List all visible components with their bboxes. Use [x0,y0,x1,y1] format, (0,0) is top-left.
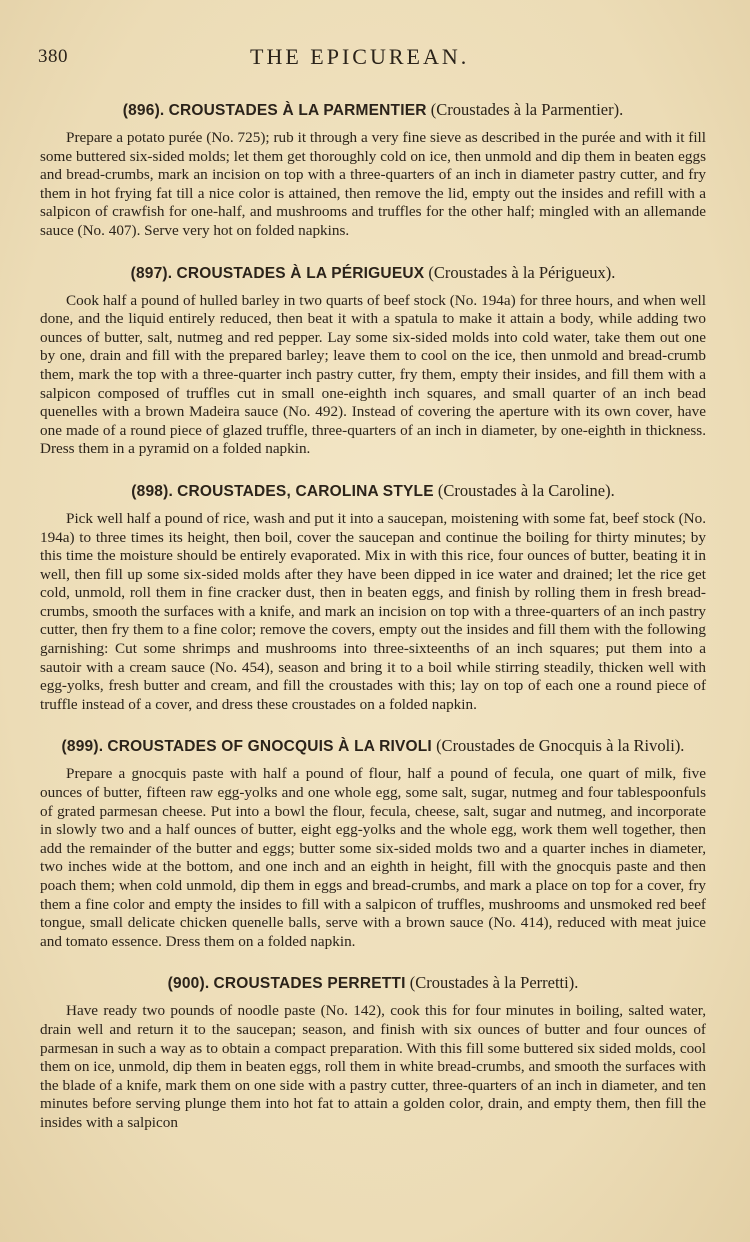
recipe-896 [40,100,706,241]
recipe-subtitle: (Croustades à la Caroline). [437,480,615,500]
recipe-name: CROUSTADES À LA PARMENTIER [168,102,427,119]
recipe-898 [40,481,706,715]
recipe-text: Have ready two pounds of noodle paste (No. 142), cook this for four minutes in boiling, salted water, drain well and return it to the saucepan; season, and finish with six ounces of butter and four ounces of parmesan in such a way as to obtain a compact preparation. With this fill some buttered six sided molds, cool them on ice, unmold, dip them in beaten eggs, roll them in white bread-crumbs, and smooth the surfaces with the blade of a knife, mark them on one side with a pastry cutter, three-quarters of an inch in diameter, and ten minutes before serving plunge them into hot fat to attain a golden color, drain, and empty them, then fill the insides with a salpicon [40,1002,706,1131]
recipe-text: Prepare a gnocquis paste with half a pound of flour, half a pound of fecula, one quart of milk, five ounces of butter, fifteen raw egg-yolks and one whole egg, some salt, sugar, nutmeg and four tablespoonfuls of grated parmesan cheese. Put into a bowl the flour, fecula, cheese, salt, sugar and nutmeg, and incorporate in slowly two and a half ounces of butter, eight egg-yolks and the whole egg, work them well together, then add the remainder of the butter and eggs; butter some six-sided molds two and a quarter inches in diameter, two inches wide at the bottom, and one inch and an eighth in height, fill with the gnocquis paste and then poach them; when cold unmold, dip them in eggs and bread-crumbs, and mark a place on top for a cover, fry them a fine color and empty the insides to fill with a salpicon of truffles, mushrooms and unsmoked red beef tongue, small delicate chicken quenelle balls, serve with a brown sauce (No. 414), reduced with meat juice and tomato essence. Dress them on a folded napkin. [40,765,706,950]
recipe-name: CROUSTADES, CAROLINA STYLE [177,482,434,500]
recipe-subtitle: (Croustades à la Perretti). [409,973,579,993]
recipe-number: (899). [61,738,104,756]
recipe-subtitle: (Croustades de Gnocquis à la Rivoli). [436,736,685,756]
recipe-heading [40,736,706,757]
recipe-text: Pick well half a pound of rice, wash and put it into a saucepan, moistening with some fat, beef stock (No. 194a) to three times its height, then boil, cover the saucepan and continue the boiling for thirty minutes; by this time the moisture should be entirely evaporated. Mix in with this rice, four ounces of butter, beating it in well, then fill up some six-sided molds after they have been dipped in ice water and drained; let the rice get cold, unmold, roll them in fine cracker dust, then in beaten eggs, and finish by rolling them in fresh bread-crumbs, smooth the surfaces with a knife, and mark an incision on top with a three-quarters of an inch pastry cutter, then fry them to a fine color; remove the covers, empty out the insides and fill them with the following garnishing: Cut some shrimps and mushrooms into three-sixteenths of an inch squares; put them into a sautoir with a cream sauce (No. 454), season and bring it to a boil while stirring steadily, thicken well with egg-yolks, fresh butter and cream, and fill the croustades with this; lay on top of each one a round piece of truffle instead of a cover, and dress these croustades on a folded napkin. [40,509,706,713]
recipe-heading [40,481,706,502]
recipe-heading [40,263,706,284]
recipe-subtitle: (Croustades à la Périgueux). [428,262,616,282]
recipe-subtitle: (Croustades à la Parmentier). [430,100,624,119]
recipe-900 [40,973,706,1132]
recipe-text: Cook half a pound of hulled barley in two quarts of beef stock (No. 194a) for three hours, and when well done, and the liquid entirely reduced, then beat it with a spatula to make it attain a body, while adding two ounces of butter, salt, nutmeg and red pepper. Lay some six-sided molds into cold water, take them out one by one, drain and fill with the prepared barley; leave them to cool on the ice, then unmold and bread-crumb them, mark the top with a three-quarter inch pastry cutter, fry them, empty their insides, and fill them with a salpicon composed of truffles cut in small one-eighth inch squares, and small quarter of an inch bead quenelles with a brown Madeira sauce (No. 492). Instead of covering the aperture with its own cover, have one made of a round piece of glazed truffle, three-quarters of an inch in diameter, by one-eighth in thickness. Dress them in a pyramid on a folded napkin. [40,291,706,458]
running-head [40,44,706,78]
recipe-text: Prepare a potato purée (No. 725); rub it through a very fine sieve as described in the purée and with it fill some buttered six-sided molds; let them get thoroughly cold on ice, then unmold and dip them in beaten eggs and bread-crumbs, mark an incision on top with a three-quarters of an inch in diameter pastry cutter, and fry them in hot frying fat till a nice color is attained, then remove the lid, empty out the insides and refill with a salpicon of crawfish for one-half, and mushrooms and truffles for the other half; mingled with an allemande sauce (No. 407). Serve very hot on folded napkins. [40,129,706,239]
recipe-name: CROUSTADES OF GNOCQUIS À LA RIVOLI [107,738,432,756]
recipe-897 [40,263,706,459]
recipe-number: (900). [167,975,210,993]
recipe-899 [40,736,706,951]
recipe-name: CROUSTADES PERRETTI [213,975,406,993]
recipe-name: CROUSTADES À LA PÉRIGUEUX [176,264,425,282]
recipe-number: (898). [131,482,173,500]
recipe-number: (896). [122,102,165,119]
page-number: 380 [38,46,68,67]
recipe-number: (897). [130,264,173,282]
recipe-heading [40,973,706,994]
book-title: THE EPICUREAN. [250,44,470,69]
recipe-heading [40,100,706,121]
